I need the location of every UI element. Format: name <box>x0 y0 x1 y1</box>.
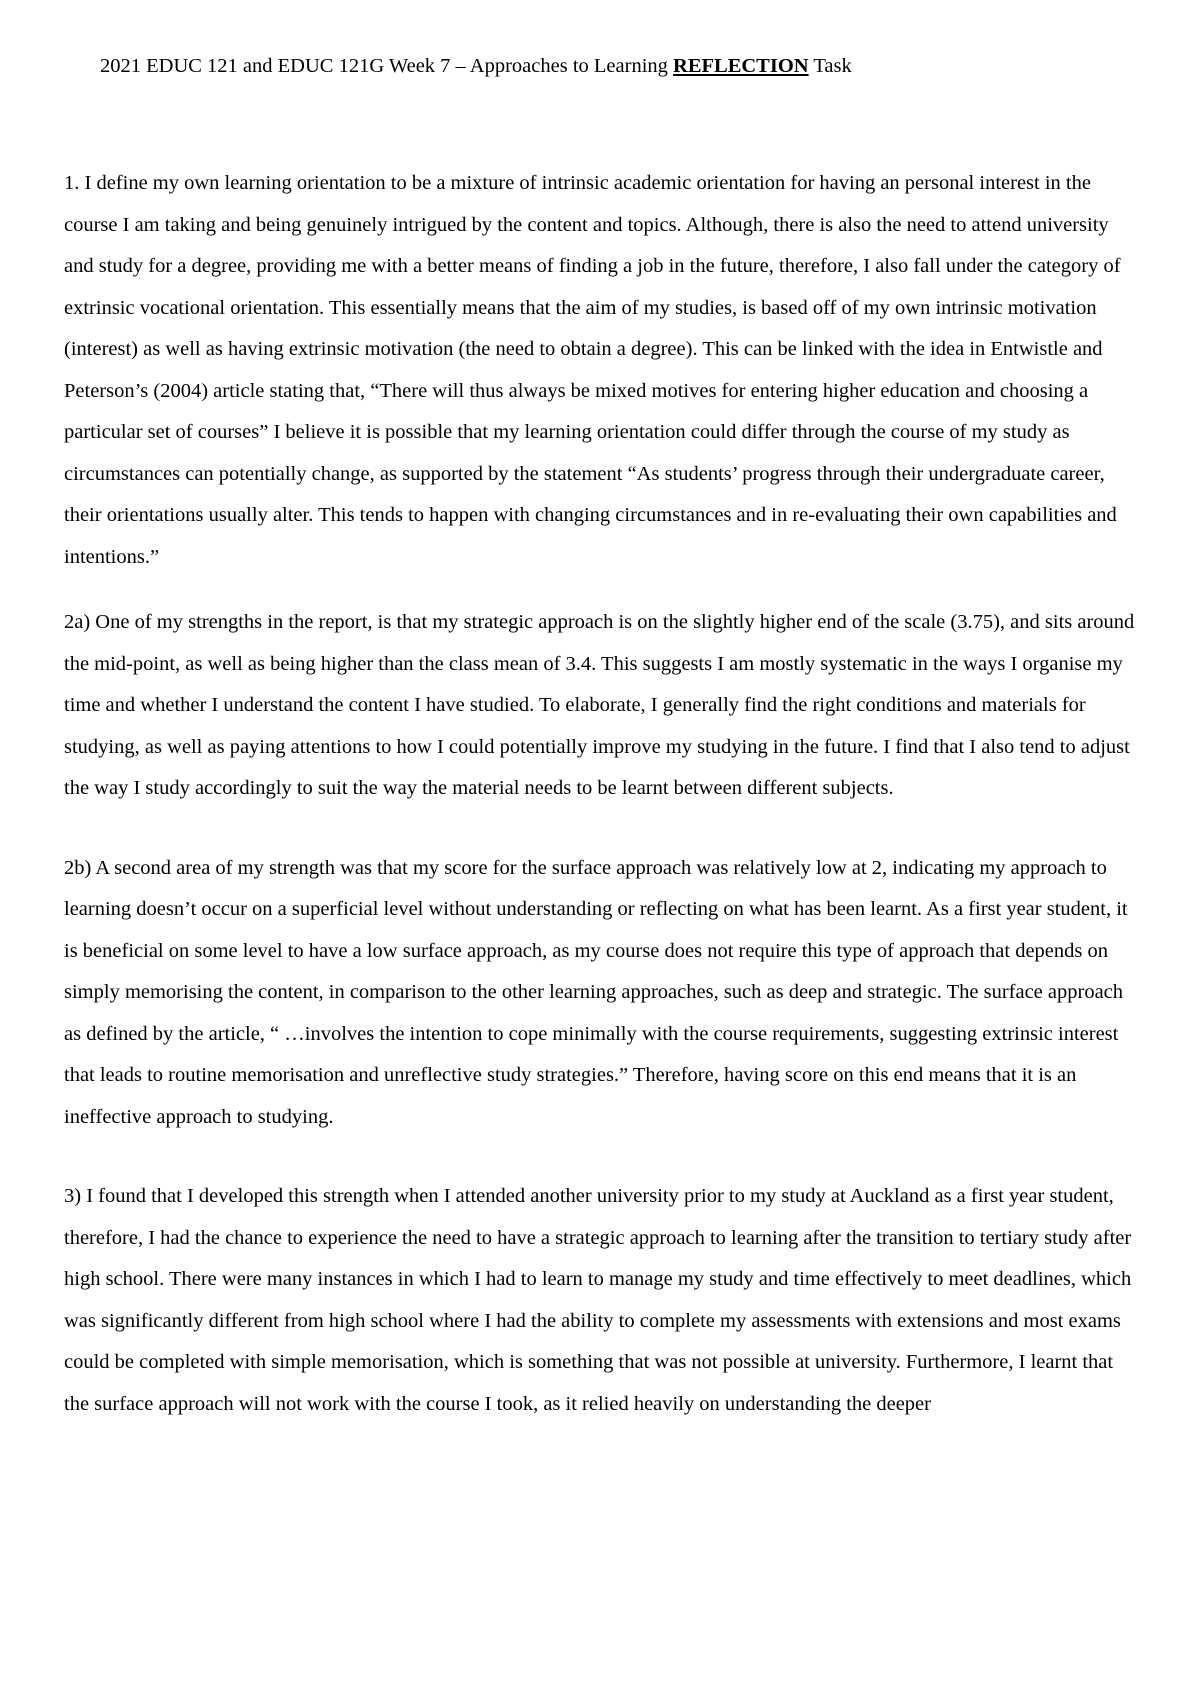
title-suffix: Task <box>808 55 852 77</box>
paragraph-1: 1. I define my own learning orientation to be a mixture of intrinsic academic orientation for having an personal interest in the course I am taking and being genuinely intrigued by the content and topics. Although, there is also the need to attend university and study for a degree, providing me with a better means of finding a job in the future, therefore, I also fall under the category of extrinsic vocational orientation. This essentially means that the aim of my studies, is based off of my own intrinsic motivation (interest) as well as having extrinsic motivation (the need to obtain a degree). This can be linked with the idea in Entwistle and Peterson’s (2004) article stating that, “There will thus always be mixed motives for entering higher education and choosing a particular set of courses” I believe it is possible that my learning orientation could differ through the course of my study as circumstances can potentially change, as supported by the statement “As students’ progress through their undergraduate career, their orientations usually alter. This tends to happen with changing circumstances and in re-evaluating their own capabilities and intentions.” <box>64 172 1121 568</box>
document-title <box>100 54 852 79</box>
paragraph-3: 3) I found that I developed this strength when I attended another university prior to my study at Auckland as a first year student, therefore, I had the chance to experience the need to have a strategic approach to learning after the transition to tertiary study after high school. There were many instances in which I had to learn to manage my study and time effectively to meet deadlines, which was significantly different from high school where I had the ability to complete my assessments with extensions and most exams could be completed with simple memorisation, which is something that was not possible at university. Furthermore, I learnt that the surface approach will not work with the course I took, as it relied heavily on understanding the deeper <box>64 1185 1132 1415</box>
paragraph-2a: 2a) One of my strengths in the report, is that my strategic approach is on the slightly higher end of the scale (3.75), and sits around the mid-point, as well as being higher than the class mean of 3.4. This suggests I am mostly systematic in the ways I organise my time and whether I understand the content I have studied. To elaborate, I generally find the right conditions and materials for studying, as well as paying attentions to how I could potentially improve my studying in the future. I find that I also tend to adjust the way I study accordingly to suit the way the material needs to be learnt between different subjects. <box>64 611 1135 799</box>
paragraph-2b: 2b) A second area of my strength was that my score for the surface approach was relatively low at 2, indicating my approach to learning doesn’t occur on a superficial level without understanding or reflecting on what has been learnt. As a first year student, it is beneficial on some level to have a low surface approach, as my course does not require this type of approach that depends on simply memorising the content, in comparison to the other learning approaches, such as deep and strategic. The surface approach as defined by the article, “ …involves the intention to cope minimally with the course requirements, suggesting extrinsic interest that leads to routine memorisation and unreflective study strategies.” Therefore, having score on this end means that it is an ineffective approach to studying. <box>64 856 1128 1128</box>
title-emphasis: REFLECTION <box>673 55 809 77</box>
title-text: 2021 EDUC 121 and EDUC 121G Week 7 – Approaches to Learning <box>100 55 674 77</box>
document-body <box>64 163 1142 1425</box>
